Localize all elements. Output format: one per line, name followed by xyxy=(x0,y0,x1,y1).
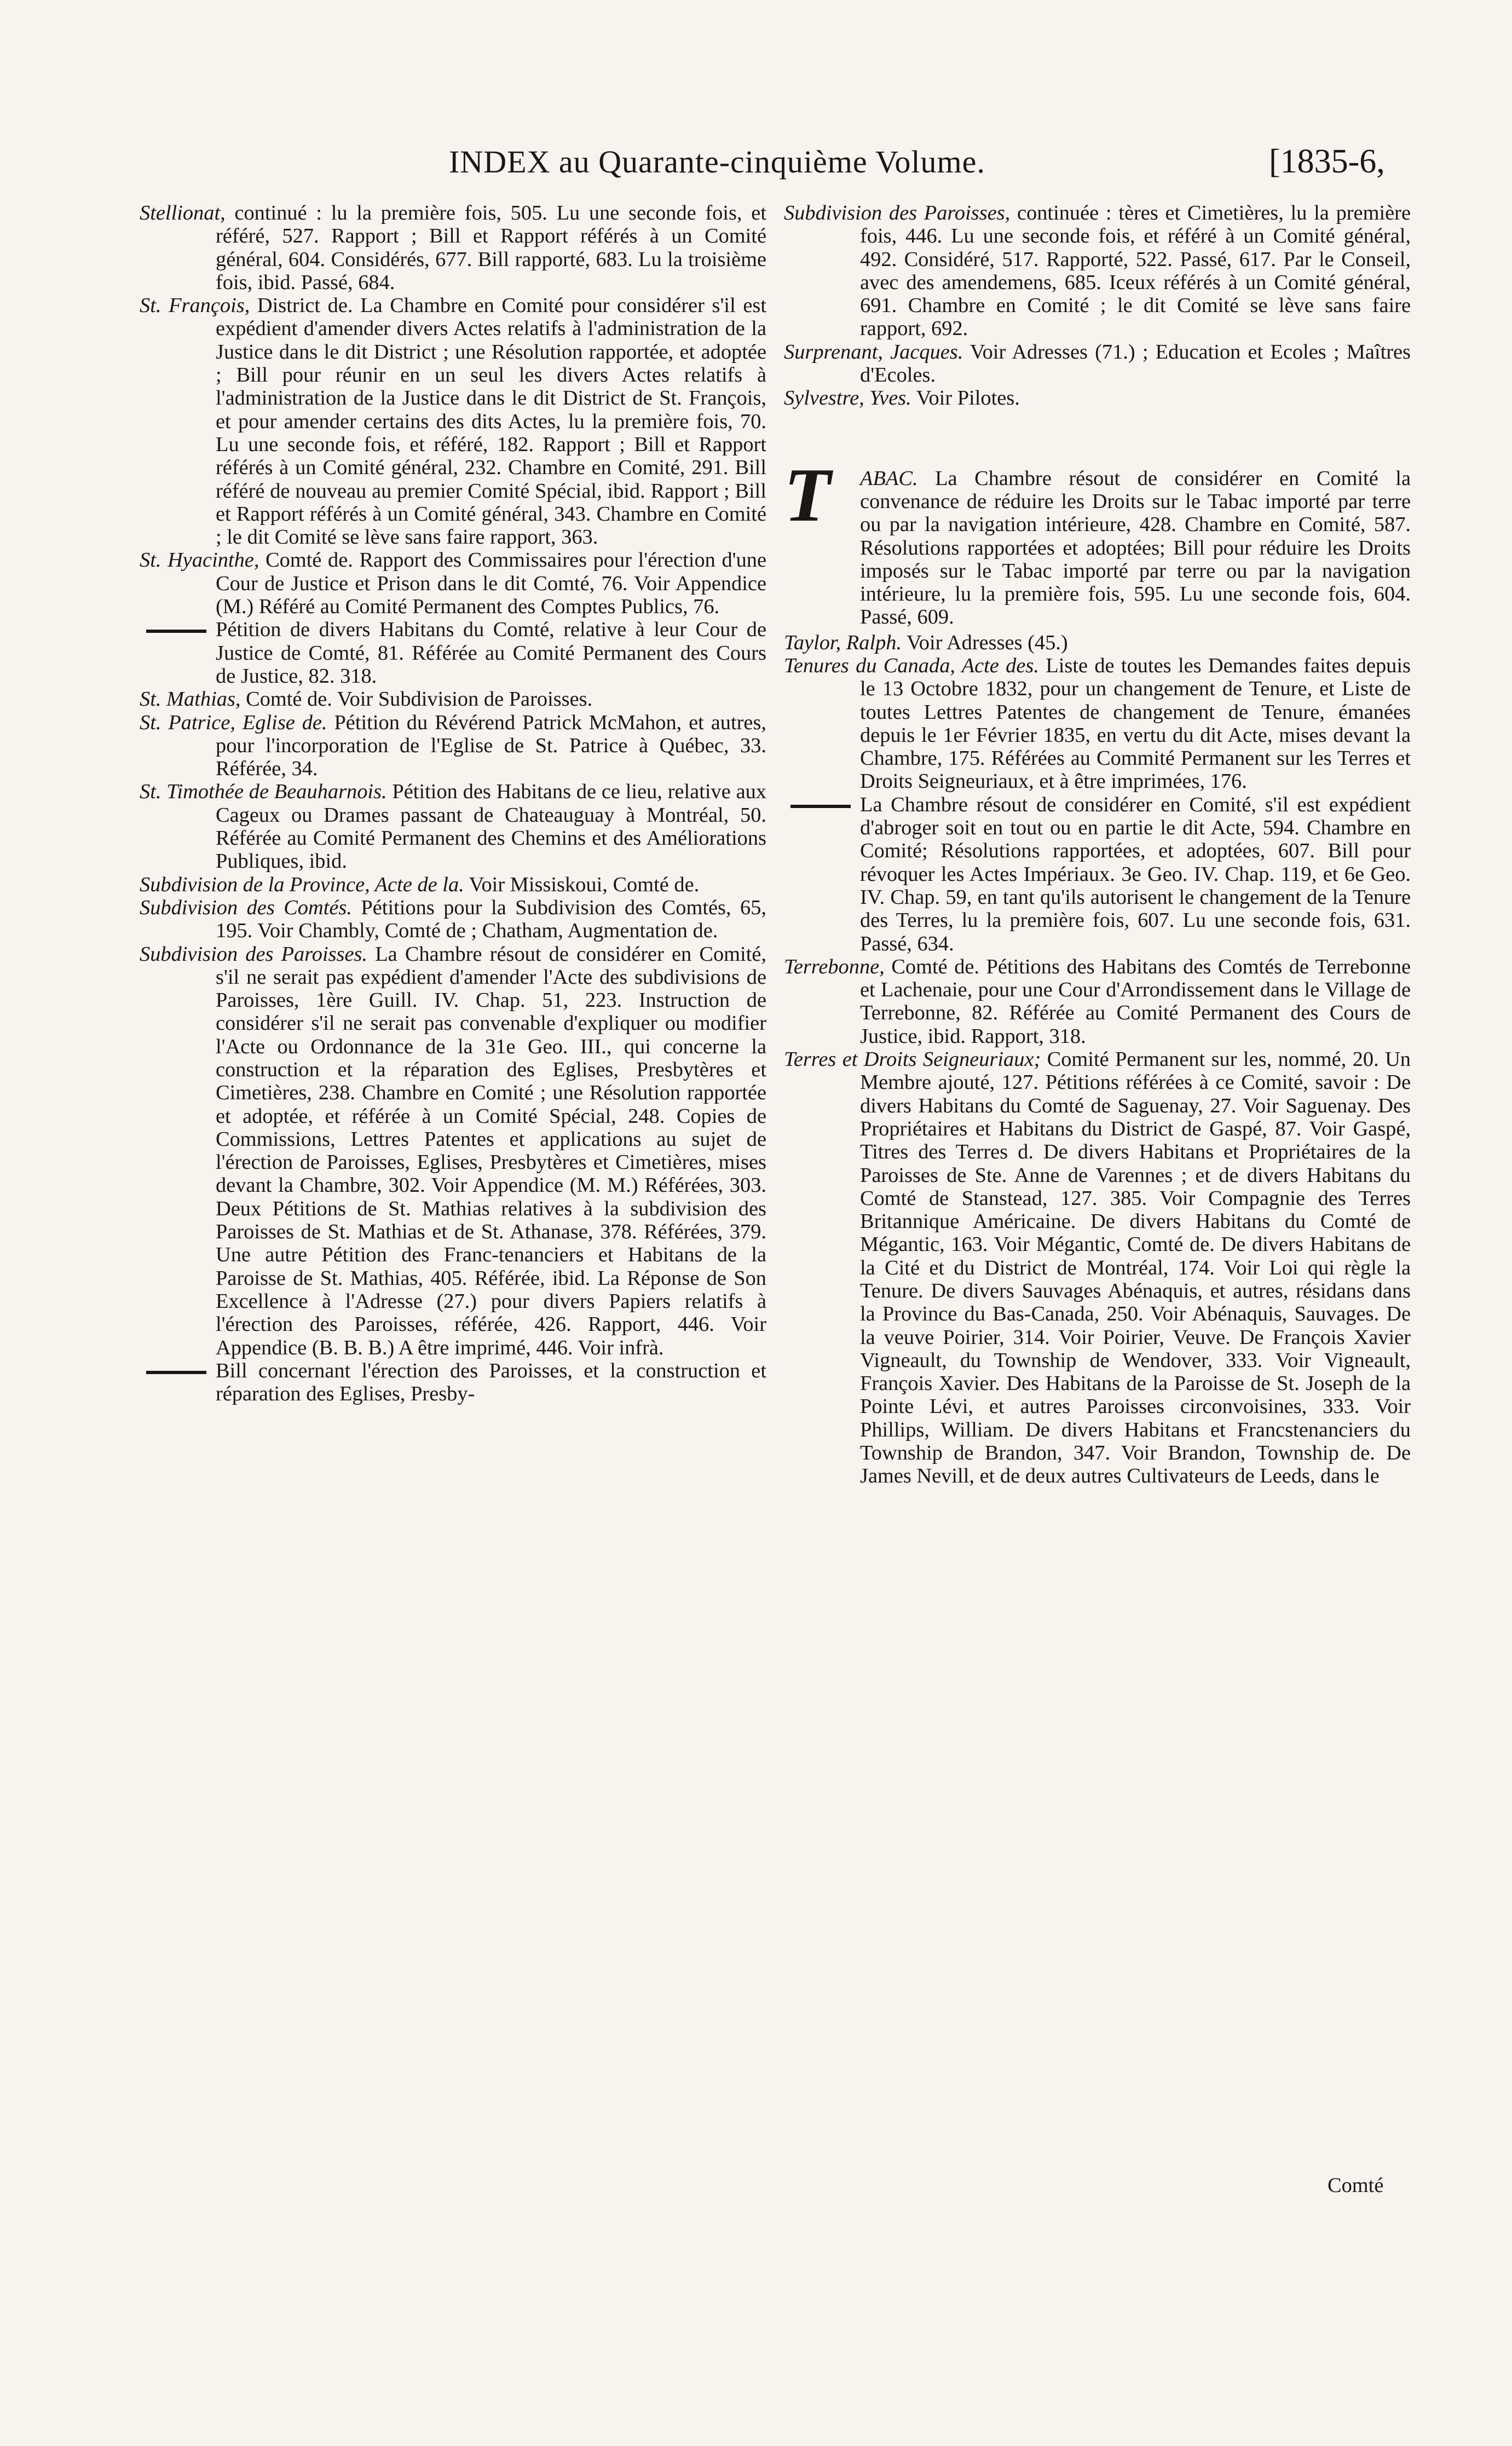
section-spacer xyxy=(784,410,1411,467)
entry-text: continué : lu la première fois, 505. Lu une seconde fois, et référé, 527. Rapport ; Bill et Rapport référés à un Comité général, 604. Considérés, 677. Bill rapporté, 683. Lu la troisième fois, ibid. Passé, 684. xyxy=(216,201,766,294)
entry-heading: Stellionat, xyxy=(140,201,226,224)
page-header xyxy=(0,143,1512,193)
entry-text: Liste de toutes les Demandes faites depuis le 13 Octobre 1832, pour un changement de Tenure, et Liste de toutes Lettres Patentes de changement de Tenure, émanées depuis le 1er Février 1835, en vertu du dit Acte, mises devant la Chambre, 175. Référées au Commité Permanent sur les Terres et Droits Seigneuriaux, et à être imprimées, 176. xyxy=(860,654,1411,793)
index-entry-dropcap xyxy=(784,452,1411,631)
entry-heading: Surprenant, Jacques. xyxy=(784,340,963,364)
subentry-text: Bill concernant l'érection des Paroisses, et la construction et réparation des Eglises, Presby- xyxy=(216,1359,766,1406)
index-entry xyxy=(140,943,766,1359)
subentry-text: Pétition de divers Habitans du Comté, relative à leur Cour de Justice de Comté, 81. Référée au Comité Permanent des Cours de Justice, 82. 318. xyxy=(216,618,766,688)
entry-heading: Tenures du Canada, Acte des. xyxy=(784,654,1039,677)
entry-heading: ABAC. xyxy=(860,466,918,490)
entry-heading: Terrebonne, xyxy=(784,955,885,978)
index-subentry xyxy=(140,618,766,688)
entry-heading: St. Mathias, xyxy=(140,688,241,711)
dash-mark xyxy=(790,805,851,808)
entry-text: District de. La Chambre en Comité pour considérer s'il est expédient d'amender divers Actes relatifs à l'administration de la Justice dans le dit District ; une Résolution rapportée, et adoptée ; Bill pour réunir en un seul les divers Actes relatifs à l'administration de la Justice dans le dit District de St. François, et pour amender certains des dits Actes, lu la première fois, 70. Lu une seconde fois, et référé, 182. Rapport ; Bill et Rapport référés à un Comité général, 232. Chambre en Comité, 291. Bill référé de nouveau au premier Comité Spécial, ibid. Rapport ; Bill et Rapport référés à un Comité général, 343. Chambre en Comité ; le dit Comité se lève sans faire rapport, 363. xyxy=(216,294,766,549)
entry-heading: Taylor, Ralph. xyxy=(784,631,902,654)
entry-text: Pétition du Révérend Patrick McMahon, et autres, pour l'incorporation de l'Eglise de St. Patrice à Québec, 33. Référée, 34. xyxy=(216,711,766,781)
entry-heading: St. François, xyxy=(140,294,250,318)
index-entry xyxy=(140,201,766,294)
entry-heading: Terres et Droits Seigneuriaux; xyxy=(784,1048,1041,1071)
right-column xyxy=(784,201,1411,1488)
entry-heading: St. Patrice, Eglise de. xyxy=(140,711,327,734)
entry-heading: Subdivision des Paroisses, xyxy=(784,201,1011,224)
entry-text: La Chambre résout de considérer en Comité la convenance de réduire les Droits sur le Tabac importé par terre ou par la navigation intérieure, 428. Chambre en Comité, 587. Résolutions rapportées et adoptées; Bill pour réduire les Droits imposés sur le Tabac importé par terre ou par la navigation intérieure, lu la première fois, 595. Lu une seconde fois, 604. Passé, 609. xyxy=(860,466,1411,629)
entry-heading: Subdivision des Paroisses. xyxy=(140,942,368,966)
entry-text: Voir Adresses (71.) ; Education et Ecoles ; Maîtres d'Ecoles. xyxy=(860,340,1411,387)
entry-text: Voir Pilotes. xyxy=(911,386,1020,410)
index-entry xyxy=(140,873,766,896)
index-entry xyxy=(140,780,766,873)
entry-text: Pétitions pour la Subdivision des Comtés, 65, 195. Voir Chambly, Comté de ; Chatham, Augmentation de. xyxy=(216,896,766,943)
entry-text: Comté de. Pétitions des Habitans des Comtés de Terrebonne et Lachenaie, pour une Cour d'Arrondissement dans le Village de Terrebonne, 82. Référée au Comité Permanent des Cours de Justice, ibid. Rapport, 318. xyxy=(860,955,1411,1048)
index-entry xyxy=(784,631,1411,654)
page-title: INDEX au Quarante-cinquième Volume. xyxy=(449,144,985,180)
page-year: [1835-6, xyxy=(1269,143,1385,180)
index-entry xyxy=(140,688,766,711)
entry-text: Voir Missiskoui, Comté de. xyxy=(464,873,700,896)
entry-text: La Chambre résout de considérer en Comité, s'il ne serait pas expédient d'amender l'Acte des subdivisions de Paroisses, 1ère Guill. IV. Chap. 51, 223. Instruction de considérer s'il ne serait pas convenable d'expliquer ou modifier l'Acte ou Ordonnance de la 31e Geo. III., qui concerne la construction et la réparation des Eglises, Presbytères et Cimetières, 238. Chambre en Comité ; une Résolution rapportée et adoptée, et référée à un Comité Spécial, 248. Copies de Commissions, Lettres Patentes et applications au sujet de l'érection de Paroisses, Eglises, Presbytères et Cimetières, mises devant la Chambre, 302. Voir Appendice (M. M.) Référées, 303. Deux Pétitions de St. Mathias relatives à la subdivision des Paroisses de St. Mathias et de St. Athanase, 378. Référées, 379. Une autre Pétition des Franc-tenanciers et Habitans de la Paroisse de St. Mathias, 405. Référée, ibid. La Réponse de Son Excellence à l'Adresse (27.) pour divers Papiers relatifs à l'érection des Paroisses, référée, 426. Rapport, 446. Voir Appendice (B. B. B.) A être imprimé, 446. Voir infrà. xyxy=(216,942,766,1359)
drop-cap: T xyxy=(784,452,831,538)
entry-text: Voir Adresses (45.) xyxy=(902,631,1068,654)
entry-heading: Sylvestre, Yves. xyxy=(784,386,911,410)
entry-text: Comité Permanent sur les, nommé, 20. Un Membre ajouté, 127. Pétitions référées à ce Comité, savoir : De divers Habitans du Comté de Saguenay, 27. Voir Saguenay. Des Propriétaires et Habitans du District de Gaspé, 87. Voir Gaspé, Titres des Terres d. De divers Habitans et Propriétaires de la Paroisses de Ste. Anne de Varennes ; et de divers Habitans du Comté de Stanstead, 127. 385. Voir Compagnie des Terres Britannique Américaine. De divers Habitans du Comté de Mégantic, 163. Voir Mégantic, Comté de. De divers Habitans de la Cité et du District de Montréal, 174. Voir Loi qui règle la Tenure. De divers Sauvages Abénaquis, et autres, résidans dans la Province du Bas-Canada, 250. Voir Abénaquis, Sauvages. De la veuve Poirier, 314. Voir Poirier, Veuve. De François Xavier Vigneault, du Township de Wendover, 333. Voir Vigneault, François Xavier. Des Habitans de la Paroisse de St. Joseph de la Pointe Lévi, et autres Paroisses circonvoisines, 333. Voir Phillips, William. De divers Habitans et Francstenanciers du Township de Brandon, 347. Voir Brandon, Township de. De James Nevill, et de deux autres Cultivateurs de Leeds, dans le xyxy=(860,1048,1411,1488)
entry-heading: St. Hyacinthe, xyxy=(140,549,259,572)
index-entry xyxy=(784,654,1411,793)
index-entry xyxy=(140,549,766,618)
catchword: Comté xyxy=(1328,2174,1384,2197)
entry-heading: St. Timothée de Beauharnois. xyxy=(140,780,387,804)
index-entry xyxy=(784,386,1411,409)
index-entry xyxy=(140,711,766,781)
dash-mark xyxy=(146,1371,206,1374)
index-entry xyxy=(784,955,1411,1048)
left-column xyxy=(140,201,766,1405)
subentry-text: La Chambre résout de considérer en Comité, s'il est expédient d'abroger soit en tout ou en partie le dit Acte, 594. Chambre en Comité; Résolutions rapportées, et adoptées, 607. Bill pour révoquer les Actes Impériaux. 3e Geo. IV. Chap. 119, et 6e Geo. IV. Chap. 59, en tant qu'ils autorisent le changement de la Tenure des Terres, lu la première fois, 607. Lu une seconde fois, 631. Passé, 634. xyxy=(860,793,1411,955)
index-subentry xyxy=(784,793,1411,955)
index-entry xyxy=(784,201,1411,341)
index-entry xyxy=(140,294,766,549)
index-entry xyxy=(140,896,766,943)
index-entry xyxy=(784,341,1411,387)
dash-mark xyxy=(146,630,206,633)
entry-text: Comté de. Voir Subdivision de Paroisses. xyxy=(240,688,593,711)
entry-heading: Subdivision des Comtés. xyxy=(140,896,352,919)
entry-heading: Subdivision de la Province, Acte de la. xyxy=(140,873,464,896)
entry-text: Pétition des Habitans de ce lieu, relative aux Cageux ou Drames passant de Chateauguay à Montréal, 50. Référée au Comité Permanent des Chemins et des Améliorations Publiques, ibid. xyxy=(216,780,766,873)
index-subentry xyxy=(140,1359,766,1406)
entry-text: Comté de. Rapport des Commissaires pour l'érection d'une Cour de Justice et Prison dans le dit Comté, 76. Voir Appendice (M.) Référé au Comité Permanent des Comptes Publics, 76. xyxy=(216,549,766,619)
index-entry xyxy=(784,1048,1411,1488)
entry-text: continuée : tères et Cimetières, lu la première fois, 446. Lu une seconde fois, et référé à un Comité général, 492. Considéré, 517. Rapporté, 522. Passé, 617. Par le Conseil, avec des amendemens, 685. Iceux référés à un Comité général, 691. Chambre en Comité ; le dit Comité se lève sans faire rapport, 692. xyxy=(860,201,1411,341)
